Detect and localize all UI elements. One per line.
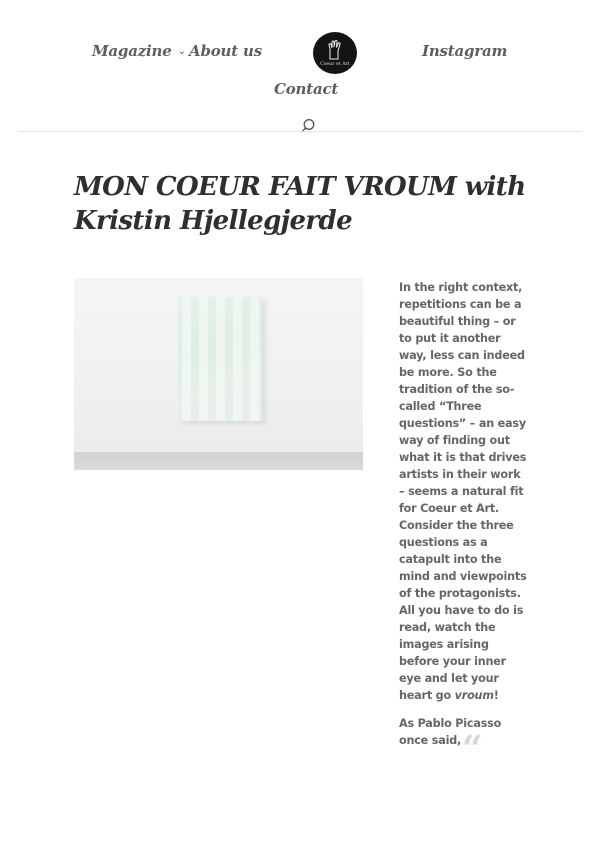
picasso-paragraph: As Pablo Picasso once said, — [399, 717, 502, 747]
logo-text: Coeur et Art — [320, 62, 350, 67]
intro-paragraph: In the right context, repetitions can be a beautiful thing – or to put it another way, less can indeed be more. So the tradition of the so-called “Three questions” – an easy way of finding out what it is that drives artists in their work – seems a natural fit for Coeur et Art. Consider the three questions as a catapult into the mind and viewpoints of the protagonists. All you have to do is read, watch the images arising before your inner eye and let your heart go vroum! — [399, 281, 527, 702]
nav-about-us[interactable]: About us — [189, 42, 262, 60]
article-title — [74, 170, 544, 238]
hand-icon — [326, 39, 344, 61]
chevron-down-icon: ⌄ — [177, 46, 186, 57]
gallery-floor — [74, 452, 363, 470]
site-logo[interactable] — [313, 32, 357, 74]
nav-magazine-label: Magazine — [92, 42, 172, 60]
header-divider — [18, 131, 582, 132]
title-line-1: MON COEUR FAIT VROUM with — [74, 172, 526, 202]
artwork-image — [74, 278, 363, 470]
title-line-2: Kristin Hjellegjerde — [74, 206, 353, 236]
nav-instagram[interactable]: Instagram — [422, 42, 508, 60]
vroum-emphasis: vroum — [454, 689, 494, 702]
quote-icon: “ — [462, 728, 483, 770]
nav-magazine[interactable] — [92, 42, 186, 60]
painting — [178, 297, 262, 421]
nav-contact[interactable]: Contact — [274, 80, 339, 98]
article-body — [399, 279, 529, 760]
